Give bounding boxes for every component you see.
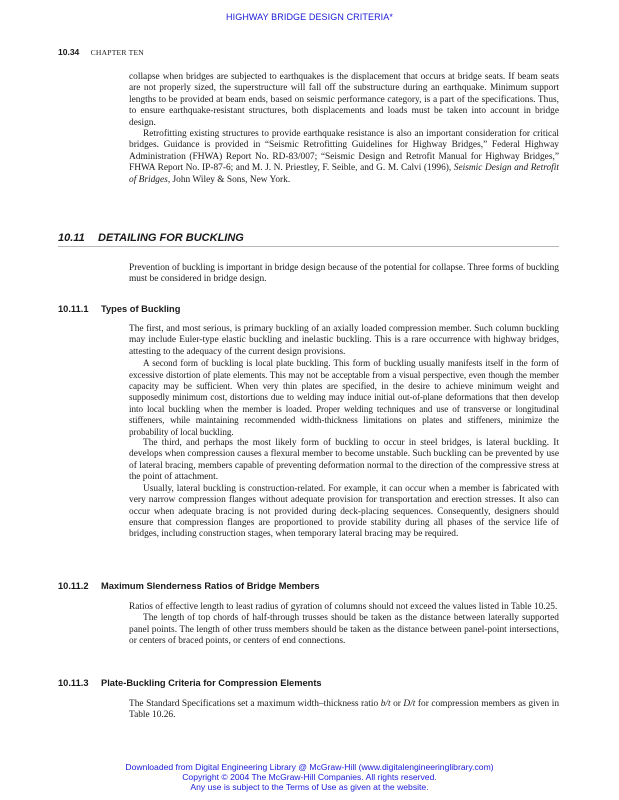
section-heading: [58, 232, 559, 247]
subsection-number-2: 10.11.2: [58, 581, 89, 591]
chapter-label: CHAPTER TEN: [90, 48, 144, 57]
sub3-paragraph-1: [129, 699, 559, 722]
intro-paragraph-2-text-a: Retrofitting existing structures to provide earthquake resistance is also an important consideration for critical bridges. Guidance is provided in “Seismic Retrofitting Guidelines for Highway Bridges,” Federal Highway Administration (FHWA) Report No. RD-83/007; “Seismic Design and Retrofit Manual for Highway Bridges,” FHWA Report No. IP-87-6; and M. J. N. Priestley, F. Seible, and G. M. Calvi (1996),: [129, 129, 559, 174]
section-intro: [129, 263, 559, 286]
subsection-title-2: Maximum Slenderness Ratios of Bridge Members: [101, 581, 320, 591]
footer-download-link[interactable]: Downloaded from Digital Engineering Library @ McGraw-Hill (www.digitalengineeringlibrary.com): [125, 762, 494, 772]
subsection-heading-1: [58, 304, 180, 314]
running-head: [58, 47, 144, 57]
footer-copyright: Copyright © 2004 The McGraw-Hill Companies. All rights reserved.: [182, 772, 437, 783]
intro-paragraph-2: [129, 129, 559, 186]
book-title: Seismic Design and Retrofit of Bridges: [129, 163, 559, 185]
section-title: DETAILING FOR BUCKLING: [98, 232, 244, 244]
footer: [0, 762, 619, 793]
subsection-number-3: 10.11.3: [58, 678, 89, 688]
subsection-number-1: 10.11.1: [58, 304, 89, 314]
top-banner-link[interactable]: HIGHWAY BRIDGE DESIGN CRITERIA*: [226, 12, 393, 22]
sub3-text-or: or: [390, 699, 404, 709]
subsection-title-3: Plate-Buckling Criteria for Compression Elements: [101, 678, 322, 688]
intro-paragraph-1: collapse when bridges are subjected to earthquakes is the displacement that occurs at bridge seats. If beam seats are not properly sized, the superstructure will fall off the substructure during an earthquake. Minimum support lengths to be provided at beam ends, based on seismic performance category, is a part of the specifications. Thus, to ensure earthquake-resistant structures, both displacements and loads must be taken into account in bridge design.: [129, 72, 559, 128]
subsection-body-3: [129, 699, 559, 722]
sub2-paragraph-2: The length of top chords of half-through trusses should be taken as the distance between laterally supported panel points. The length of other truss members should be taken as the distance between panel-point intersections, or centers of braced points, or centers of end connections.: [129, 613, 559, 647]
subsection-title-1: Types of Buckling: [101, 304, 181, 314]
ratio-bt: b/t: [380, 699, 391, 709]
subsection-body-2: [129, 602, 559, 648]
sub1-paragraph-3: The third, and perhaps the most likely form of buckling to occur in steel bridges, is lateral buckling. It develops when compression causes a flexural member to become unstable. Such buckling can be prevented by use of lateral bracing, members capable of preventing deformation normal to the direction of the compressive stress at the point of attachment.: [129, 438, 559, 483]
intro-paragraph-2-text-b: , John Wiley & Sons, New York.: [167, 174, 291, 185]
subsection-heading-2: [58, 581, 320, 591]
subsection-heading-3: [58, 678, 322, 688]
sub1-paragraph-1: The first, and most serious, is primary buckling of an axially loaded compression member. Such column buckling may include Euler-type elastic buckling and inelastic buckling. This is a rare occurrence with highway bridges, attesting to the adequacy of the current design provisions.: [129, 324, 559, 357]
sub1-paragraph-2: A second form of buckling is local plate buckling. This form of buckling usually manifests itself in the form of excessive distortion of plate elements. This may not be acceptable from a visual perspective, even though the member capacity may be sufficient. When very thin plates are specified, in the desire to achieve minimum weight and supposedly minimum cost, distortions due to welding may induce initial out-of-plane deformations that then develop into local buckling when the member is loaded. Proper welding techniques and use of transverse or longitudinal stiffeners, while maintaining recommended width-thickness limitations on plates and stiffeners, minimize the probability of local buckling.: [129, 358, 559, 437]
sub3-text-b: for compression members as given in Table 10.26.: [129, 699, 560, 721]
sub1-paragraph-4: Usually, lateral buckling is construction-related. For example, it can occur when a member is fabricated with very narrow compression flanges without adequate provision for transportation and erection stresses. It also can occur when adequate bracing is not provided during deck-placing sequences. Consequently, designers should ensure that compression flanges are proportioned to provide stability during all phases of the service life of bridges, including construction stages, when temporary lateral bracing may be required.: [129, 483, 559, 540]
section-intro-paragraph: Prevention of buckling is important in bridge design because of the potential for collapse. Three forms of buckling must be considered in bridge design.: [129, 263, 559, 285]
ratio-dt: D/t: [403, 699, 416, 709]
sub3-text-a: The Standard Specifications set a maximum width–thickness ratio: [129, 699, 381, 709]
sub2-paragraph-1: Ratios of effective length to least radius of gyration of columns should not exceed the values listed in Table 10.25.: [129, 602, 558, 612]
page-number: 10.34: [58, 47, 80, 57]
footer-terms-link[interactable]: Any use is subject to the Terms of Use as given at the website.: [190, 782, 429, 793]
intro-text: [129, 72, 559, 186]
subsection-body-1: [129, 324, 559, 541]
section-number: 10.11: [58, 232, 85, 244]
